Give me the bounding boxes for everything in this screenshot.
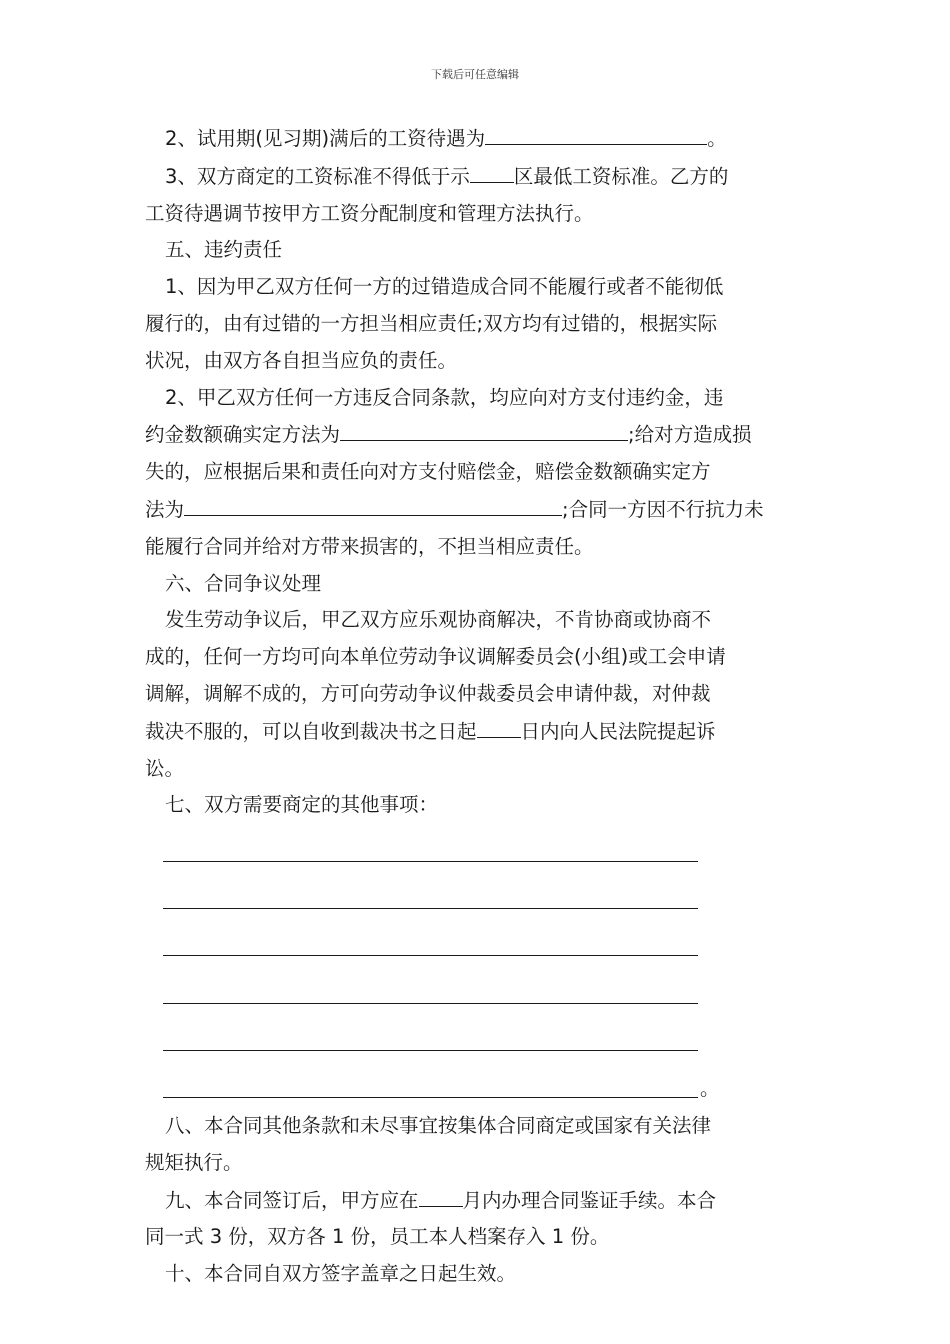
blank-line-4 xyxy=(145,977,810,1014)
clause-6: 发生劳动争议后，甲乙双方应乐观协商解决，不肯协商或协商不 xyxy=(165,608,712,632)
fill-line[interactable] xyxy=(163,882,698,909)
text-line: 履行的，由有过错的一方担当相应责任;双方均有过错的，根据实际 xyxy=(145,311,718,335)
clause-8: 八、本合同其他条款和未尽事宜按集体合同商定或国家有关法律 xyxy=(165,1113,712,1137)
text-line: 讼。 xyxy=(145,756,185,780)
clause-10: 十、本合同自双方签字盖章之日起生效。 xyxy=(165,1262,517,1286)
clause-5-2: 2、甲乙双方任何一方违反合同条款，均应向对方支付违约金，违 xyxy=(165,385,724,409)
text-line: 同一式 3 份，双方各 1 份，员工本人档案存入 1 份。 xyxy=(145,1225,610,1249)
text-line: 工资待遇调节按甲方工资分配制度和管理方法执行。 xyxy=(145,201,594,225)
text-line: 调解，调解不成的，方可向劳动争议仲裁委员会申请仲裁，对仲裁 xyxy=(145,681,711,705)
clause-9: 九、本合同签订后，甲方应在 月内办理合同鉴证手续。本合 xyxy=(145,1182,810,1220)
section-heading-7: 七、双方需要商定的其他事项： xyxy=(165,793,439,817)
fill-blank[interactable] xyxy=(340,416,628,441)
blank-line-1 xyxy=(145,835,810,872)
text-line: 法为 ;合同一方因不行抗力未 xyxy=(145,491,810,529)
fill-line[interactable] xyxy=(163,977,698,1004)
fill-blank[interactable] xyxy=(470,158,514,183)
fill-blank[interactable] xyxy=(184,491,562,516)
text-line: 能履行合同并给对方带来损害的，不担当相应责任。 xyxy=(145,534,594,558)
fill-blank[interactable] xyxy=(419,1182,463,1207)
fill-blank[interactable] xyxy=(477,713,521,738)
text-line: 规矩执行。 xyxy=(145,1150,243,1174)
clause-3-min-wage: 3、双方商定的工资标准不得低于示 区最低工资标准。乙方的 xyxy=(145,158,810,196)
blank-line-2 xyxy=(145,882,810,919)
fill-line[interactable] xyxy=(163,1071,698,1098)
section-heading-5: 五、违约责任 xyxy=(165,238,283,262)
text-line: 失的，应根据后果和责任向对方支付赔偿金，赔偿金数额确实定方 xyxy=(145,460,711,484)
fill-line[interactable] xyxy=(163,929,698,956)
text-line: 约金数额确实定方法为 ;给对方造成损 xyxy=(145,416,810,454)
clause-2-salary-after-probation: 2、试用期(见习期)满后的工资待遇为 。 xyxy=(145,120,810,158)
blank-line-6: 。 xyxy=(145,1071,810,1108)
blank-line-3 xyxy=(145,929,810,966)
contract-body xyxy=(145,120,810,1293)
fill-line[interactable] xyxy=(163,835,698,862)
text-line: 成的，任何一方均可向本单位劳动争议调解委员会(小组)或工会申请 xyxy=(145,645,726,669)
section-heading-6: 六、合同争议处理 xyxy=(165,571,322,595)
clause-5-1: 1、因为甲乙双方任何一方的过错造成合同不能履行或者不能彻低 xyxy=(165,275,724,299)
fill-line[interactable] xyxy=(163,1024,698,1051)
fill-blank[interactable] xyxy=(485,120,707,145)
text-line: 裁决不服的，可以自收到裁决书之日起 日内向人民法院提起诉 xyxy=(145,713,810,751)
page-header: 下载后可任意编辑 xyxy=(431,68,519,81)
blank-line-5 xyxy=(145,1024,810,1061)
text-line: 状况，由双方各自担当应负的责任。 xyxy=(145,348,458,372)
